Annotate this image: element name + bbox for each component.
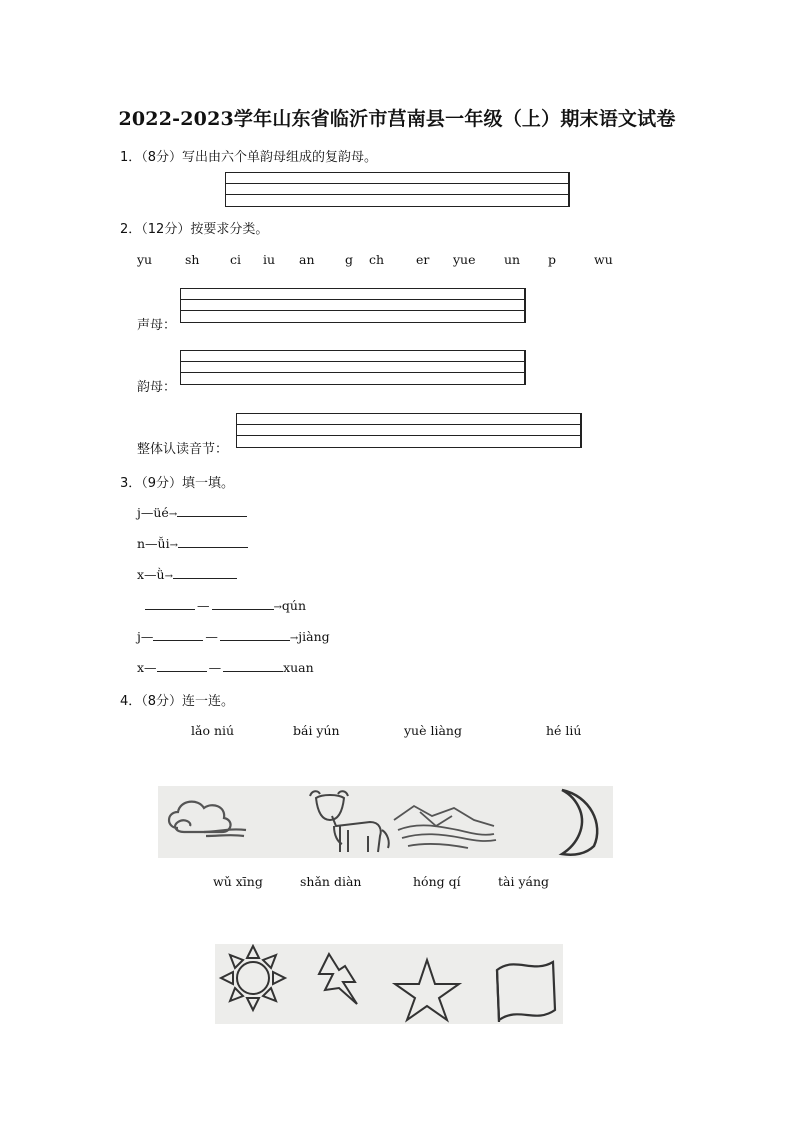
answer-blank[interactable]: [177, 504, 247, 517]
ox-icon: [310, 791, 389, 852]
syllable: an: [299, 252, 315, 267]
syllable: er: [416, 252, 430, 267]
syllable: g: [345, 252, 354, 267]
page-title: 2022-2023学年山东省临沂市莒南县一年级（上）期末语文试卷: [118, 108, 676, 130]
syllable: un: [504, 252, 521, 267]
question-2-label: 2．（12分）按要求分类。: [120, 222, 269, 237]
picture-strip-2: [215, 944, 563, 1024]
writing-lines-zhengti[interactable]: [236, 413, 582, 448]
pinyin-word[interactable]: shǎn diàn: [300, 874, 362, 889]
arrow-icon: →: [273, 602, 282, 613]
star-icon: [395, 960, 459, 1020]
answer-blank[interactable]: [153, 628, 203, 641]
fill-row-2: n—ǚi→: [137, 535, 248, 551]
flag-icon: [497, 962, 555, 1022]
answer-blank[interactable]: [173, 566, 237, 579]
arrow-icon: →: [289, 633, 299, 644]
writing-lines-q1[interactable]: [225, 172, 570, 207]
writing-lines-shengmu[interactable]: [180, 288, 526, 323]
fill-row-3: x—ǜ→: [137, 566, 237, 582]
answer-blank[interactable]: [178, 535, 248, 548]
pinyin-word[interactable]: hóng qí: [413, 874, 461, 889]
syllable: p: [548, 252, 557, 267]
fill-row-5: j— — →jiàng: [137, 629, 330, 644]
answer-blank[interactable]: [220, 628, 290, 641]
writing-lines-yunmu[interactable]: [180, 350, 526, 385]
pinyin-word[interactable]: hé liú: [546, 723, 582, 738]
syllable: sh: [185, 252, 200, 267]
pinyin-word[interactable]: lǎo niú: [191, 723, 235, 738]
syllable: yu: [137, 252, 153, 267]
syllable: iu: [263, 252, 276, 267]
picture-strip-1: [158, 786, 613, 858]
fill-row-1: j—üé→: [137, 504, 247, 520]
shengmu-label: 声母：: [137, 318, 177, 333]
sun-icon: [221, 946, 285, 1010]
question-1-label: 1．（8分）写出由六个单韵母组成的复韵母。: [120, 150, 378, 165]
pinyin-word[interactable]: yuè liàng: [404, 723, 462, 738]
syllable: ch: [369, 252, 385, 267]
zhengti-label: 整体认读音节：: [137, 442, 229, 457]
syllable: wu: [594, 252, 613, 267]
arrow-icon: →: [169, 540, 178, 551]
syllable: ci: [230, 252, 241, 267]
cloud-icon: [169, 802, 246, 836]
pinyin-word[interactable]: tài yáng: [498, 874, 550, 889]
river-icon: [394, 806, 496, 848]
moon-icon: [562, 790, 597, 855]
syllable: yue: [453, 252, 476, 267]
syllable-row: [137, 252, 637, 268]
answer-blank[interactable]: [145, 597, 195, 610]
fill-row-6: x— — xuan: [137, 660, 314, 675]
question-4-label: 4．（8分）连一连。: [120, 694, 235, 709]
question-3-label: 3．（9分）填一填。: [120, 476, 235, 491]
pinyin-word[interactable]: bái yún: [293, 723, 340, 738]
answer-blank[interactable]: [157, 659, 207, 672]
answer-blank[interactable]: [212, 597, 274, 610]
pinyin-word[interactable]: wǔ xīng: [213, 874, 263, 889]
arrow-icon: →: [164, 571, 173, 582]
fill-row-4: — →qún: [145, 597, 306, 613]
lightning-icon: [319, 954, 357, 1004]
yunmu-label: 韵母：: [137, 380, 177, 395]
answer-blank[interactable]: [223, 659, 283, 672]
arrow-icon: →: [168, 509, 178, 520]
